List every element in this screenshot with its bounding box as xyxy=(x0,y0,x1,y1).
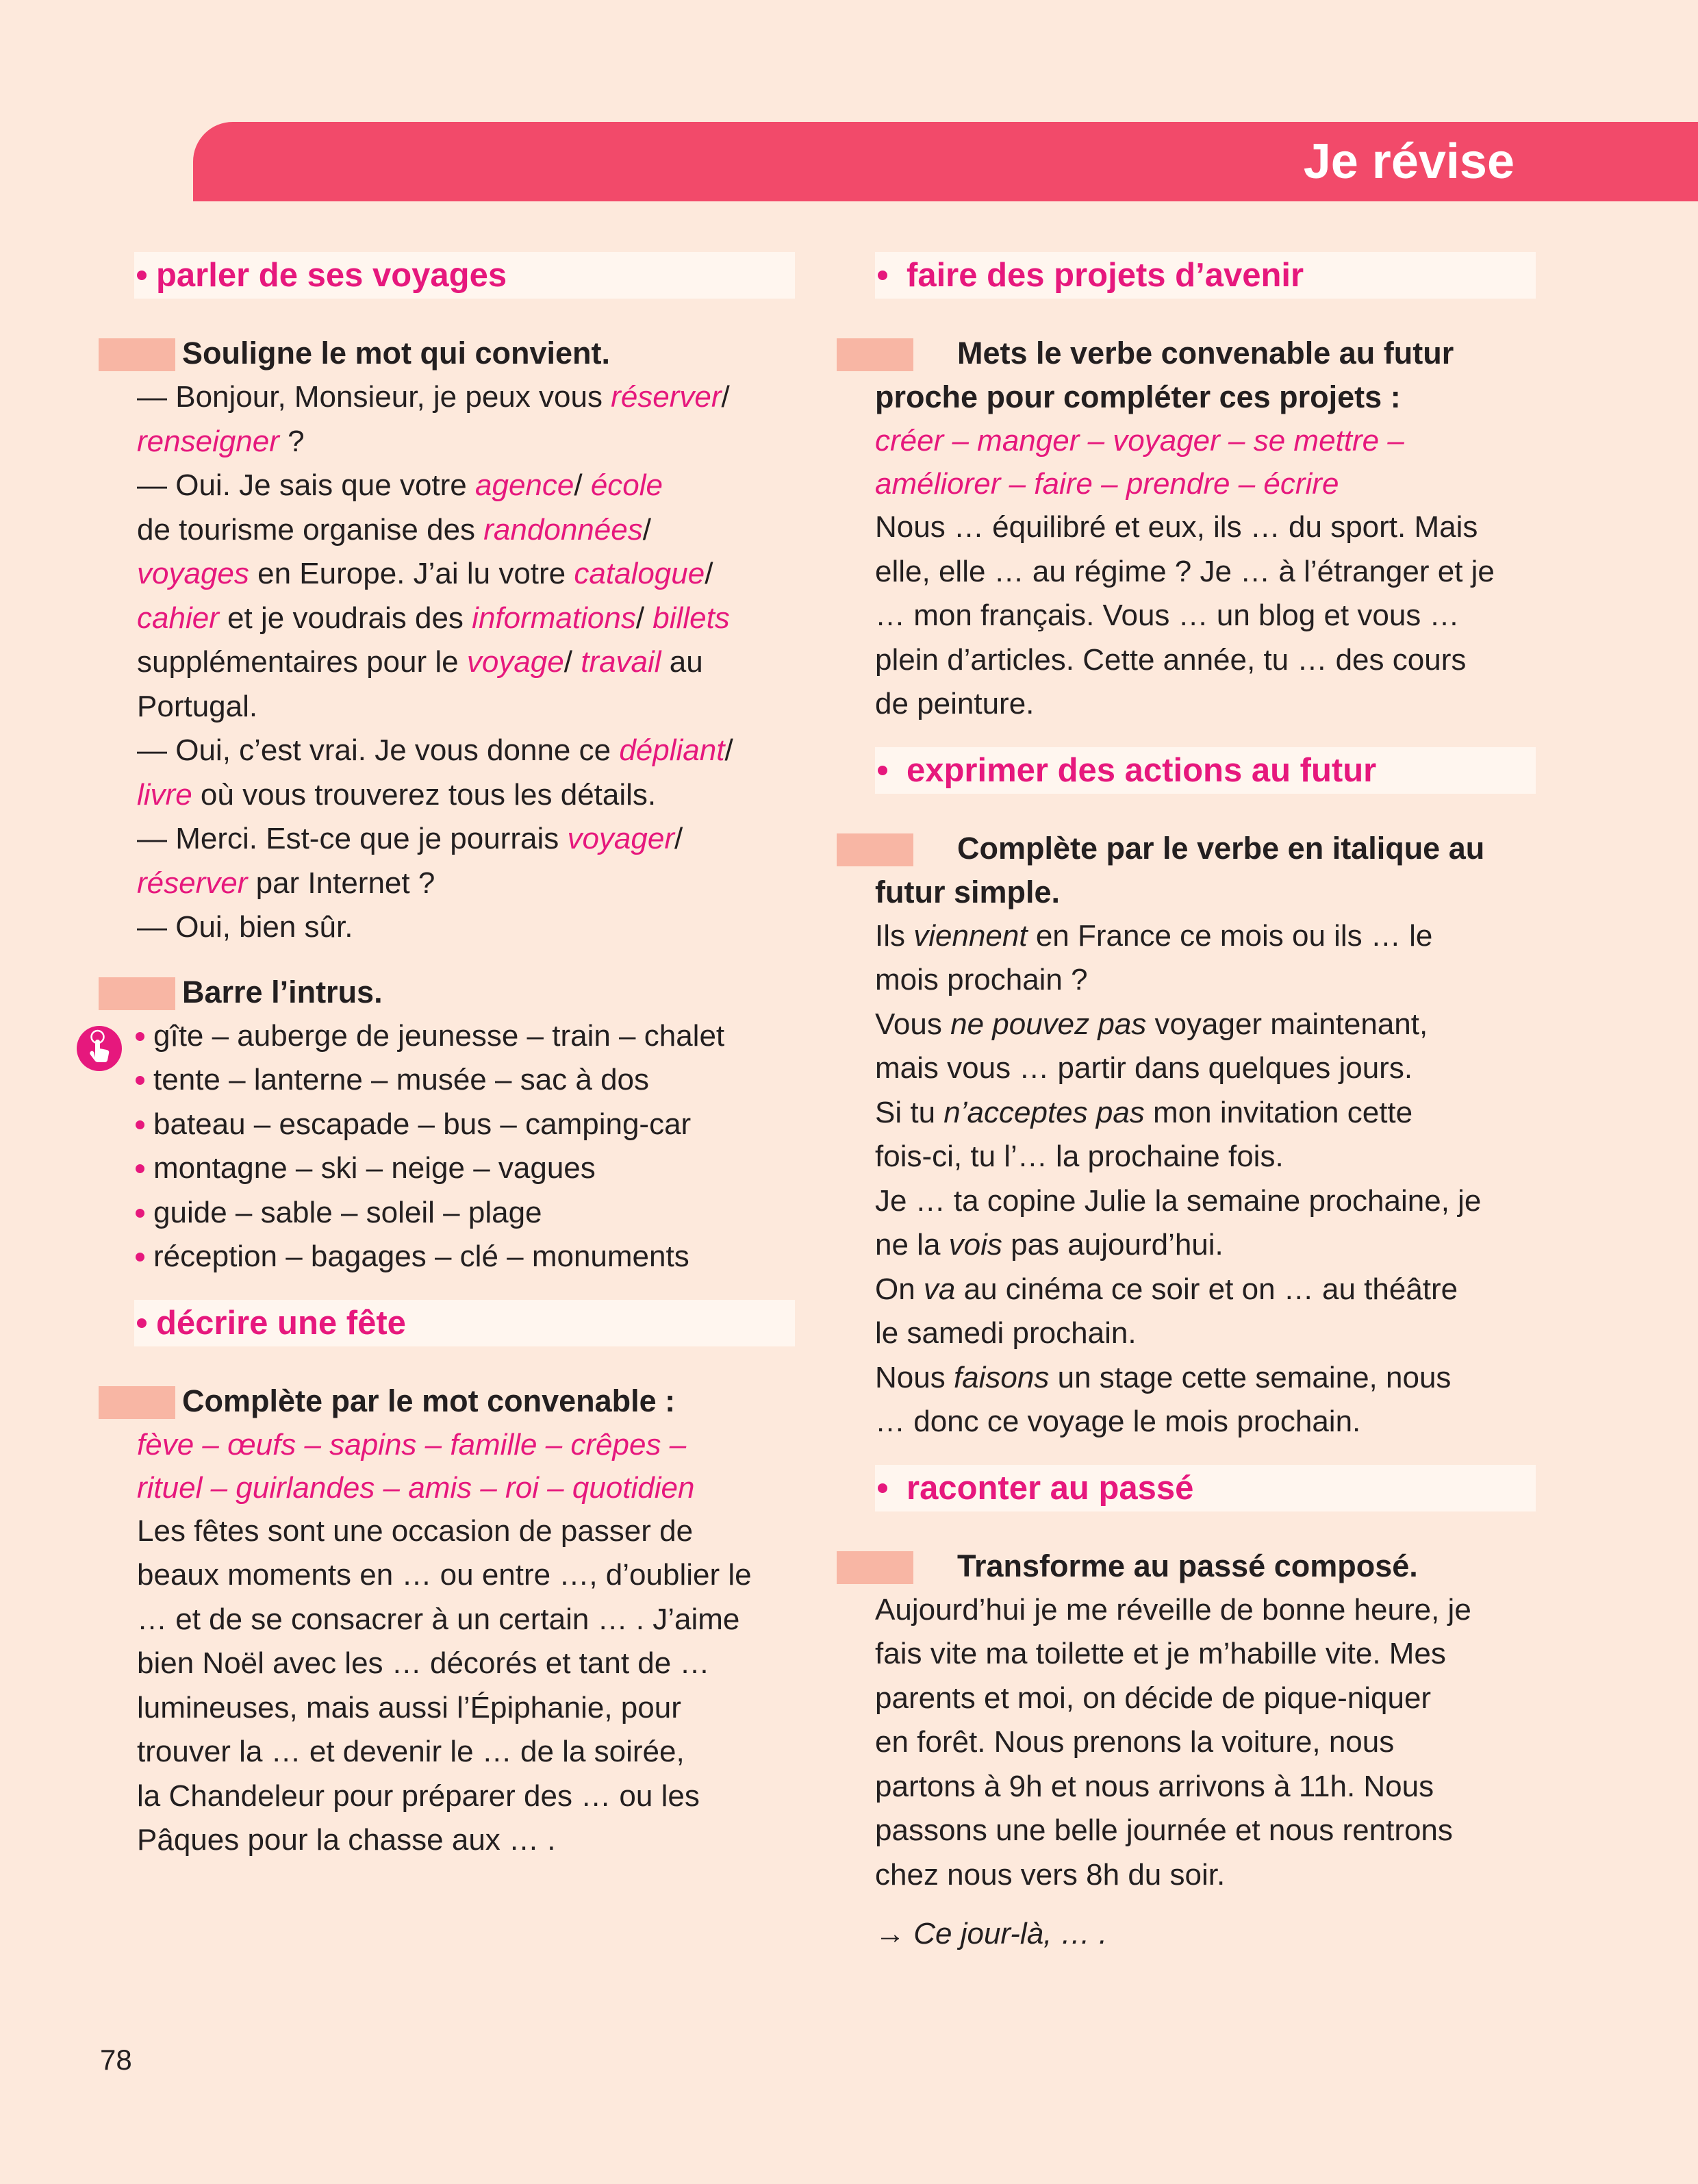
exercise-futur-proche xyxy=(875,331,1536,727)
text-line: Si tu n’acceptes pas mon invitation cette xyxy=(875,1095,1413,1129)
list-item[interactable]: tente – lanterne – musée – sac à dos xyxy=(134,1058,795,1103)
exercise-text xyxy=(875,505,1536,727)
exercise-number-box xyxy=(99,338,175,371)
exercise-title-text: Mets le verbe convenable au futur xyxy=(957,336,1454,371)
text-line: mais vous … partir dans quelques jours. xyxy=(875,1051,1413,1085)
word-bank xyxy=(875,419,1536,505)
dialogue-line: Portugal. xyxy=(137,689,258,723)
dialogue-line: — Oui. Je sais que votre agence/ école xyxy=(137,468,663,502)
word-option[interactable]: livre xyxy=(137,777,192,812)
text-line: chez nous vers 8h du soir. xyxy=(875,1857,1226,1892)
text-line: On va au cinéma ce soir et on … au théâtre xyxy=(875,1272,1458,1306)
dialogue-line: cahier et je voudrais des informations/ billets xyxy=(137,601,730,635)
exercise-text xyxy=(137,1509,795,1863)
text-line: Aujourd’hui je me réveille de bonne heure, je xyxy=(875,1592,1471,1627)
exercise-number-box xyxy=(837,1551,913,1584)
text-line: passons une belle journée et nous rentrons xyxy=(875,1813,1453,1847)
answer-prompt: → Ce jour-là, … . xyxy=(875,1917,1108,1950)
exercise-number-box xyxy=(99,1386,175,1419)
text-line: trouver la … et devenir le … de la soirée, xyxy=(137,1735,685,1768)
text-line: Nous faisons un stage cette semaine, nous xyxy=(875,1360,1452,1394)
exercise-title-text: proche pour compléter ces projets : xyxy=(875,379,1401,414)
exercise-title-text: Barre l’intrus. xyxy=(182,974,383,1009)
section-heading-projets xyxy=(875,252,1536,299)
dialogue-line: supplémentaires pour le voyage/ travail au xyxy=(137,645,703,679)
bullet-icon xyxy=(878,271,887,280)
text-line: de peinture. xyxy=(875,687,1035,720)
exercise-title-text: Complète par le verbe en italique au xyxy=(957,830,1485,866)
word-option[interactable]: informations xyxy=(472,601,636,635)
list-item[interactable]: gîte – auberge de jeunesse – train – chalet xyxy=(134,1014,795,1059)
dialogue xyxy=(137,375,795,950)
section-heading-text: parler de ses voyages xyxy=(156,257,507,294)
dialogue-line: — Oui, c’est vrai. Je vous donne ce dépliant/ xyxy=(137,733,733,767)
text-line: … donc ce voyage le mois prochain. xyxy=(875,1405,1361,1438)
exercise-mot-convenable xyxy=(134,1379,795,1863)
list-item[interactable]: réception – bagages – clé – monuments xyxy=(134,1235,795,1279)
section-heading-text: raconter au passé xyxy=(907,1469,1194,1507)
bullet-icon xyxy=(137,271,147,280)
exercise-title-text: futur simple. xyxy=(875,874,1061,909)
text-line: Vous ne pouvez pas voyager maintenant, xyxy=(875,1007,1428,1041)
exercise-title xyxy=(875,827,1536,914)
word-bank xyxy=(137,1423,795,1509)
dialogue-line: réserver par Internet ? xyxy=(137,866,435,900)
text-line: Je … ta copine Julie la semaine prochaine, je xyxy=(875,1183,1482,1218)
exercise-title xyxy=(875,1544,1536,1588)
section-heading-text: décrire une fête xyxy=(156,1304,406,1342)
section-heading-futur xyxy=(875,747,1536,794)
section-heading-text: exprimer des actions au futur xyxy=(907,751,1377,789)
exercise-text xyxy=(875,914,1536,1444)
dialogue-line: — Bonjour, Monsieur, je peux vous réserver/ xyxy=(137,380,730,414)
exercise-intrus xyxy=(134,970,795,1279)
word-option[interactable]: voyages xyxy=(137,557,249,590)
exercise-title xyxy=(134,331,795,375)
right-column xyxy=(875,252,1536,1977)
word-option[interactable]: voyager xyxy=(567,822,674,855)
word-option[interactable]: randonnées xyxy=(483,512,643,547)
dialogue-line: — Oui, bien sûr. xyxy=(137,910,353,944)
page-title: Je révise xyxy=(1303,134,1515,189)
text-line: Ils viennent en France ce mois ou ils … le xyxy=(875,918,1433,953)
word-bank-line: fève – œufs – sapins – famille – crêpes – xyxy=(137,1427,687,1461)
exercise-text xyxy=(875,1588,1536,1957)
text-line: beaux moments en … ou entre …, d’oublier le xyxy=(137,1558,752,1592)
text-line: Les fêtes sont une occasion de passer de xyxy=(137,1514,694,1548)
dialogue-line: — Merci. Est-ce que je pourrais voyager/ xyxy=(137,822,683,855)
word-option[interactable]: dépliant xyxy=(619,733,725,767)
exercise-passe-compose xyxy=(875,1544,1536,1957)
text-line: … et de se consacrer à un certain … . J’aime xyxy=(137,1602,740,1636)
hand-pointer-icon[interactable] xyxy=(77,1026,122,1071)
exercise-number-box xyxy=(837,833,913,866)
text-line: elle, elle … au régime ? Je … à l’étranger et je xyxy=(875,554,1495,588)
text-line: le samedi prochain. xyxy=(875,1316,1137,1350)
exercise-title-text: Complète par le mot convenable : xyxy=(182,1383,676,1418)
dialogue-line: voyages en Europe. J’ai lu votre catalogue/ xyxy=(137,557,713,590)
exercise-souligne xyxy=(134,331,795,950)
text-line: mois prochain ? xyxy=(875,963,1088,996)
word-option[interactable]: voyage xyxy=(466,645,564,679)
text-line: fais vite ma toilette et je m’habille vite. Mes xyxy=(875,1637,1446,1670)
bullet-icon xyxy=(878,766,887,775)
section-heading-text: faire des projets d’avenir xyxy=(907,257,1304,294)
word-option[interactable]: réserver xyxy=(611,380,722,414)
word-option[interactable]: cahier xyxy=(137,601,219,635)
text-line: … mon français. Vous … un blog et vous … xyxy=(875,599,1460,632)
text-line: parents et moi, on décide de pique-niquer xyxy=(875,1681,1432,1715)
left-column xyxy=(134,252,795,1883)
section-heading-voyages xyxy=(134,252,795,299)
list-item[interactable]: guide – sable – soleil – plage xyxy=(134,1191,795,1235)
text-line: lumineuses, mais aussi l’Épiphanie, pour xyxy=(137,1690,681,1724)
text-line: en forêt. Nous prenons la voiture, nous xyxy=(875,1725,1395,1759)
list-item[interactable]: montagne – ski – neige – vagues xyxy=(134,1146,795,1191)
text-line: partons à 9h et nous arrivons à 11h. Nous xyxy=(875,1769,1434,1803)
exercise-title xyxy=(875,331,1536,419)
exercise-futur-simple xyxy=(875,827,1536,1444)
section-heading-passe xyxy=(875,1465,1536,1511)
text-line: fois-ci, tu l’… la prochaine fois. xyxy=(875,1140,1284,1173)
page-number: 78 xyxy=(100,2044,132,2076)
exercise-number-box xyxy=(837,338,913,371)
exercise-title xyxy=(134,1379,795,1423)
word-option[interactable]: agence xyxy=(475,468,574,502)
word-option[interactable]: réserver xyxy=(137,866,248,900)
dialogue-line: de tourisme organise des randonnées/ xyxy=(137,512,651,547)
dialogue-line: livre où vous trouverez tous les détails. xyxy=(137,777,657,812)
word-bank-line: améliorer – faire – prendre – écrire xyxy=(875,467,1339,501)
text-line: plein d’articles. Cette année, tu … des cours xyxy=(875,642,1467,677)
text-line: Nous … équilibré et eux, ils … du sport. Mais xyxy=(875,510,1478,544)
section-heading-fete xyxy=(134,1300,795,1346)
dialogue-line: renseigner ? xyxy=(137,424,305,458)
word-option[interactable]: école xyxy=(590,468,663,502)
word-option[interactable]: travail xyxy=(581,645,661,679)
exercise-title xyxy=(134,970,795,1014)
bullet-icon xyxy=(878,1483,887,1493)
text-line: Pâques pour la chasse aux … . xyxy=(137,1823,556,1857)
header-banner xyxy=(193,122,1698,201)
word-bank-line: créer – manger – voyager – se mettre – xyxy=(875,424,1404,457)
word-bank-line: rituel – guirlandes – amis – roi – quotidien xyxy=(137,1470,695,1505)
intrus-list xyxy=(134,1014,795,1279)
word-option[interactable]: billets xyxy=(652,601,730,635)
exercise-title-text: Souligne le mot qui convient. xyxy=(182,336,611,371)
text-line: bien Noël avec les … décorés et tant de … xyxy=(137,1646,710,1680)
exercise-title-text: Transforme au passé composé. xyxy=(957,1548,1418,1583)
exercise-number-box xyxy=(99,977,175,1010)
word-option[interactable]: catalogue xyxy=(574,557,705,590)
text-line: la Chandeleur pour préparer des … ou les xyxy=(137,1779,700,1813)
word-option[interactable]: renseigner xyxy=(137,424,279,458)
bullet-icon xyxy=(137,1318,147,1328)
text-line: ne la vois pas aujourd’hui. xyxy=(875,1228,1224,1262)
list-item[interactable]: bateau – escapade – bus – camping-car xyxy=(134,1103,795,1147)
